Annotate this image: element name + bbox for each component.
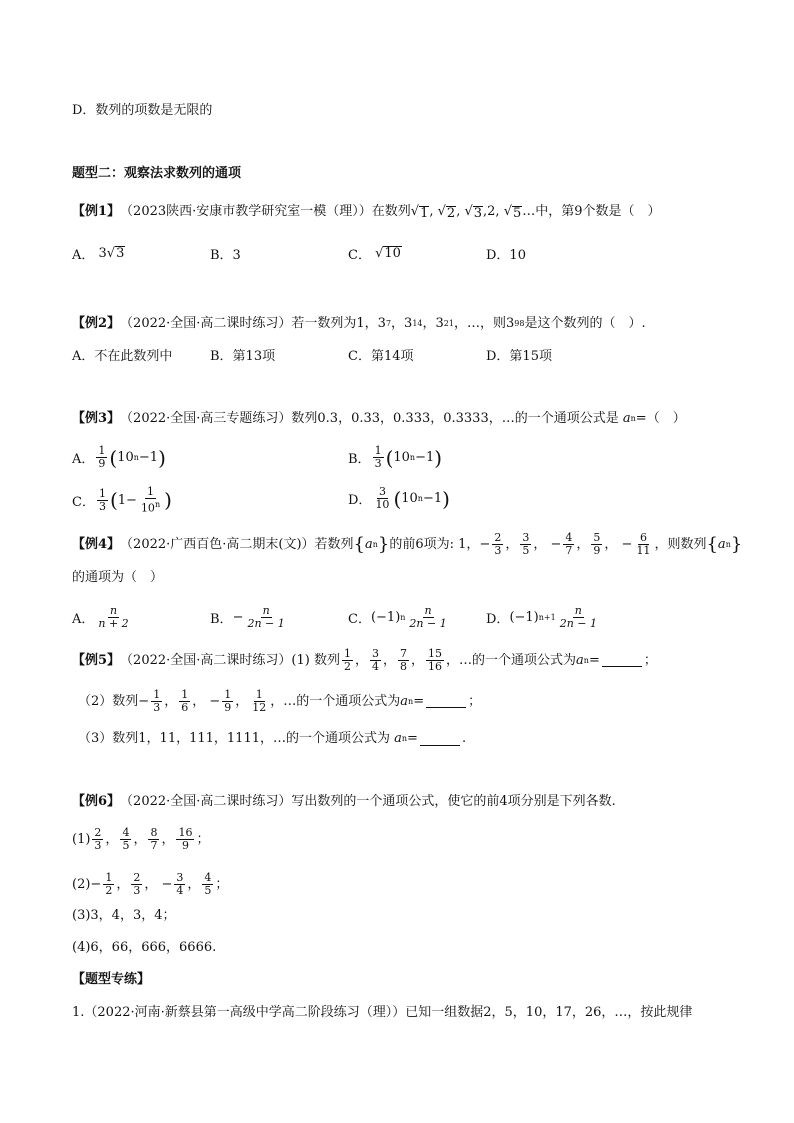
- example-1-question: [72, 203, 661, 221]
- example-4-option-b[interactable]: B． − $\frac{n}{2n - 1}$: [210, 604, 285, 630]
- example-3-option-d[interactable]: D． $\frac{3}{10}$ ( 10 n −1 ): [348, 485, 450, 511]
- option-d-line: D．数列的项数是无限的: [72, 103, 213, 118]
- example-3-option-c[interactable]: C． $\frac{1}{3}$ ( 1− $\frac{1}{10^n}$ ): [72, 485, 172, 515]
- example-1-source: （2023陕西·安康市教学研究室一模（理））在数列: [120, 204, 411, 219]
- example-3-question: 【例3】 （2022·全国·高三专题练习）数列0.3，0.33，0.333，0.3333，…的一个通项公式是 a n =（ ）: [72, 411, 686, 426]
- practice-heading: 【题型专练】: [72, 972, 151, 987]
- practice-question-1: 1.（2022·河南·新蔡县第一高级中学高二阶段练习（理））已知一组数据2，5，10，17，26，…，按此规律: [72, 1005, 693, 1020]
- answer-blank-2[interactable]: [426, 695, 466, 708]
- example-1-option-d[interactable]: D．10: [486, 248, 526, 263]
- example-3-tag: 【例3】: [72, 411, 121, 426]
- example-4-option-c[interactable]: C． (−1) n $\frac{n}{2n - 1}$: [348, 604, 447, 630]
- example-3-option-b[interactable]: B． $\frac{1}{3}$ ( 10 n −1 ): [348, 444, 443, 470]
- example-6-question: 【例6】 （2022·全国·高二课时练习）写出数列的一个通项公式，使它的前4项分别是下列各数.: [72, 794, 616, 809]
- example-3-option-a[interactable]: A． $\frac{1}{9}$ ( 10 n −1 ): [72, 444, 166, 470]
- example-6-part-3: (3)3，4，3，4；: [72, 908, 176, 923]
- example-1-option-b[interactable]: B．3: [210, 248, 241, 263]
- answer-blank-3[interactable]: [420, 733, 460, 746]
- example-6-part-2: (2) − $\frac{1}{2}$ ， $\frac{2}{3}$ ， − $\frac{3}{4}$ ， $\frac{4}{5}$ ；: [72, 871, 229, 897]
- example-5-part-3: （3）数列1，11，111，1111，…的一个通项公式为 a n = .: [78, 731, 467, 746]
- example-2-option-d[interactable]: D．第15项: [486, 349, 552, 364]
- section-title: 题型二：观察法求数列的通项: [72, 166, 242, 181]
- example-1-tag: 【例1】: [72, 204, 121, 219]
- example-5-tag: 【例5】: [72, 652, 121, 668]
- example-6-part-4: (4)6，66，666，6666.: [72, 940, 217, 955]
- example-4-question: 【例4】 （2022·广西百色·高二期末(文)）若数列 { a n } 的前6项为: 1， − $\frac{2}{3}$ ， $\frac{3}{5}$ ， − $\frac{4}{7}$ ， $\frac{5}{9}$ ， − $\frac{6}{11}$ ， 则数列 { a n }: [72, 531, 743, 557]
- example-6-part-1: (1) $\frac{2}{3}$ ， $\frac{4}{5}$ ， $\frac{8}{7}$ ， $\frac{16}{9}$ ；: [72, 826, 210, 852]
- example-2-tag: 【例2】: [72, 316, 121, 331]
- example-2-question: 【例2】 （2022·全国·高二课时练习）若一数列为1，3 7 ，3 14 ，3 21 ，…，则3 98 是这个数列的（ ）.: [72, 316, 646, 331]
- example-4-option-a[interactable]: A． $\frac{n}{n + 2}$: [72, 604, 129, 630]
- example-4-option-d[interactable]: D． (−1) n+1 $\frac{n}{2n - 1}$: [486, 604, 597, 630]
- example-2-option-a[interactable]: A．不在此数列中: [72, 349, 173, 364]
- example-1-tail: …中，第9个数是（ ）: [522, 204, 661, 219]
- example-5-part-1: 【例5】 （2022·全国·高二课时练习）(1) 数列 $\frac{1}{2}$ ， $\frac{3}{4}$ ， $\frac{7}{8}$ ， $\frac{15}{16}$ ，…的一个通项公式为 a n = ；: [72, 647, 657, 673]
- answer-blank-1[interactable]: [602, 654, 642, 667]
- example-4-tag: 【例4】: [72, 536, 121, 552]
- example-2-option-c[interactable]: C．第14项: [348, 349, 414, 364]
- example-1-option-a[interactable]: A． 3 √ 3: [72, 246, 125, 263]
- example-1-option-c[interactable]: C． √ 10: [348, 246, 401, 263]
- example-1-sequence: √ 1 , √ 2 , √ 3 ,2, √ 5: [410, 204, 522, 221]
- example-6-tag: 【例6】: [72, 794, 121, 809]
- example-4-line2: 的通项为（ ）: [72, 570, 164, 585]
- example-2-option-b[interactable]: B．第13项: [210, 349, 276, 364]
- example-5-part-2: （2）数列 − $\frac{1}{3}$ ， $\frac{1}{6}$ ， − $\frac{1}{9}$ ， $\frac{1}{12}$ ，…的一个通项公式为 a n = ；: [78, 688, 482, 714]
